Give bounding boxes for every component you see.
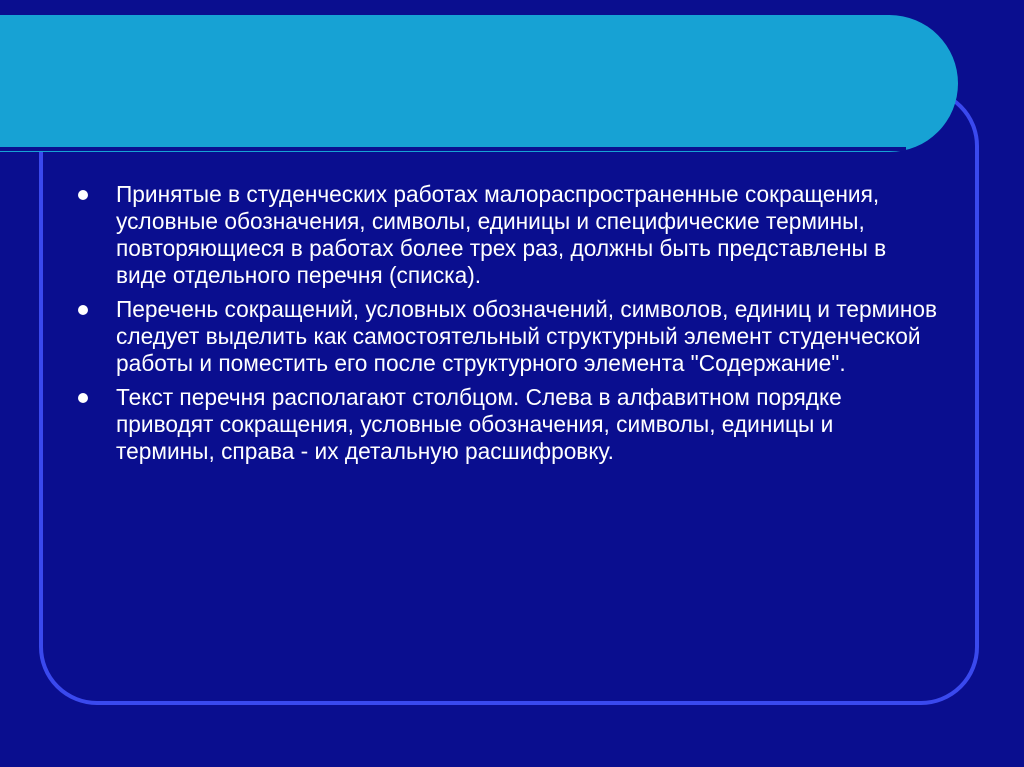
title-divider — [0, 147, 906, 151]
bullet-item — [78, 181, 938, 289]
bullet-text: Перечень сокращений, условных обозначений, символов, единиц и терминов следует выделить как самостоятельный структурный элемент студенческой работы и поместить его после структурного элемента "Содержание". — [116, 296, 938, 376]
bullet-text: Текст перечня располагают столбцом. Слева в алфавитном порядке приводят сокращения, условные обозначения, символы, единицы и термины, справа - их детальную расшифровку. — [116, 384, 842, 464]
bullet-item — [78, 384, 938, 465]
bullet-dot-icon — [78, 190, 88, 200]
bullet-list — [78, 181, 938, 472]
bullet-text: Принятые в студенческих работах малораспространенные сокращения, условные обозначения, символы, единицы и специфические термины, повторяющиеся в работах более трех раз, должны быть представлены в виде отдельного перечня (списка). — [116, 181, 887, 288]
bullet-dot-icon — [78, 305, 88, 315]
bullet-item — [78, 296, 938, 377]
bullet-dot-icon — [78, 393, 88, 403]
title-bar — [0, 15, 958, 152]
